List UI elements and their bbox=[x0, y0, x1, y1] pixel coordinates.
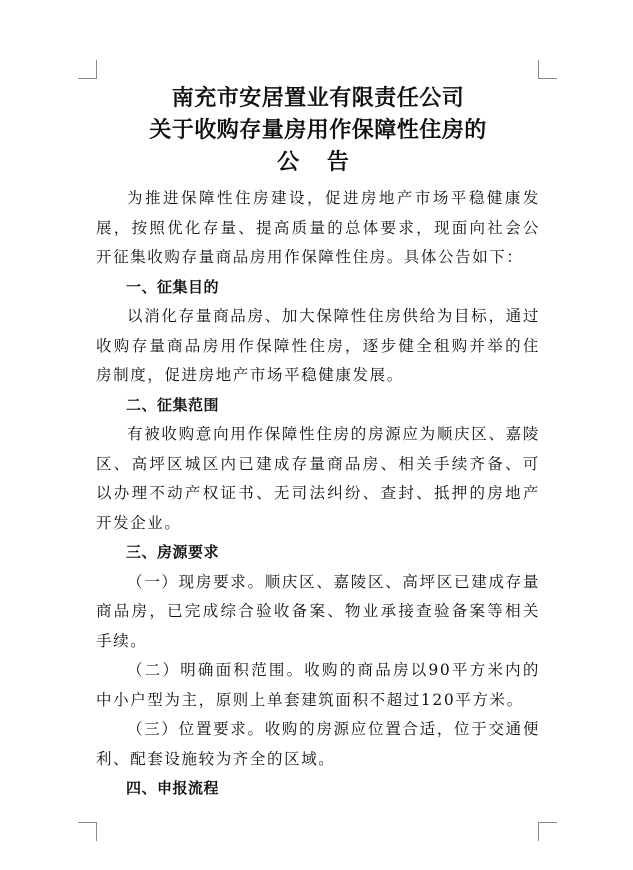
title-line-2: 关于收购存量房用作保障性住房的 bbox=[149, 117, 487, 143]
section-1-heading: 一、征集目的 bbox=[126, 277, 220, 296]
section-3-item-3: （三）位置要求。收购的房源应位置合适，位于交通便利、配套设施较为齐全的区域。 bbox=[96, 720, 540, 768]
crop-mark-bottom-left bbox=[78, 822, 97, 841]
section-3-heading: 三、房源要求 bbox=[126, 543, 220, 561]
title-line-1: 南充市安居置业有限责任公司 bbox=[171, 85, 465, 111]
document-page bbox=[96, 82, 540, 804]
section-3-item-1: （一）现房要求。顺庆区、嘉陵区、高坪区已建成存量商品房，已完成综合验收备案、物业承接查验备案等相关手续。 bbox=[96, 572, 540, 650]
crop-mark-bottom-right bbox=[538, 822, 557, 841]
crop-mark-top-left bbox=[78, 60, 97, 79]
section-2-heading: 二、征集范围 bbox=[126, 395, 220, 414]
intro-paragraph: 为推进保障性住房建设，促进房地产市场平稳健康发展，按照优化存量、提高质量的总体要求，现面向社会公开征集收购存量商品房用作保障性住房。具体公告如下： bbox=[96, 189, 540, 266]
section-3-item-2: （二）明确面积范围。收购的商品房以90平方米内的中小户型为主，原则上单套建筑面积不超过120平方米。 bbox=[96, 661, 540, 709]
section-4-heading: 四、申报流程 bbox=[126, 779, 220, 797]
section-2-body: 有被收购意向用作保障性住房的房源应为顺庆区、嘉陵区、高坪区城区内已建成存量商品房、相关手续齐备、可以办理不动产权证书、无司法纠纷、查封、抵押的房地产开发企业。 bbox=[96, 425, 540, 532]
title-line-3: 公 告 bbox=[277, 149, 359, 175]
crop-mark-top-right bbox=[538, 60, 557, 79]
section-1-body: 以消化存量商品房、加大保障性住房供给为目标，通过收购存量商品房用作保障性住房，逐步健全租购并举的住房制度，促进房地产市场平稳健康发展。 bbox=[96, 307, 540, 384]
